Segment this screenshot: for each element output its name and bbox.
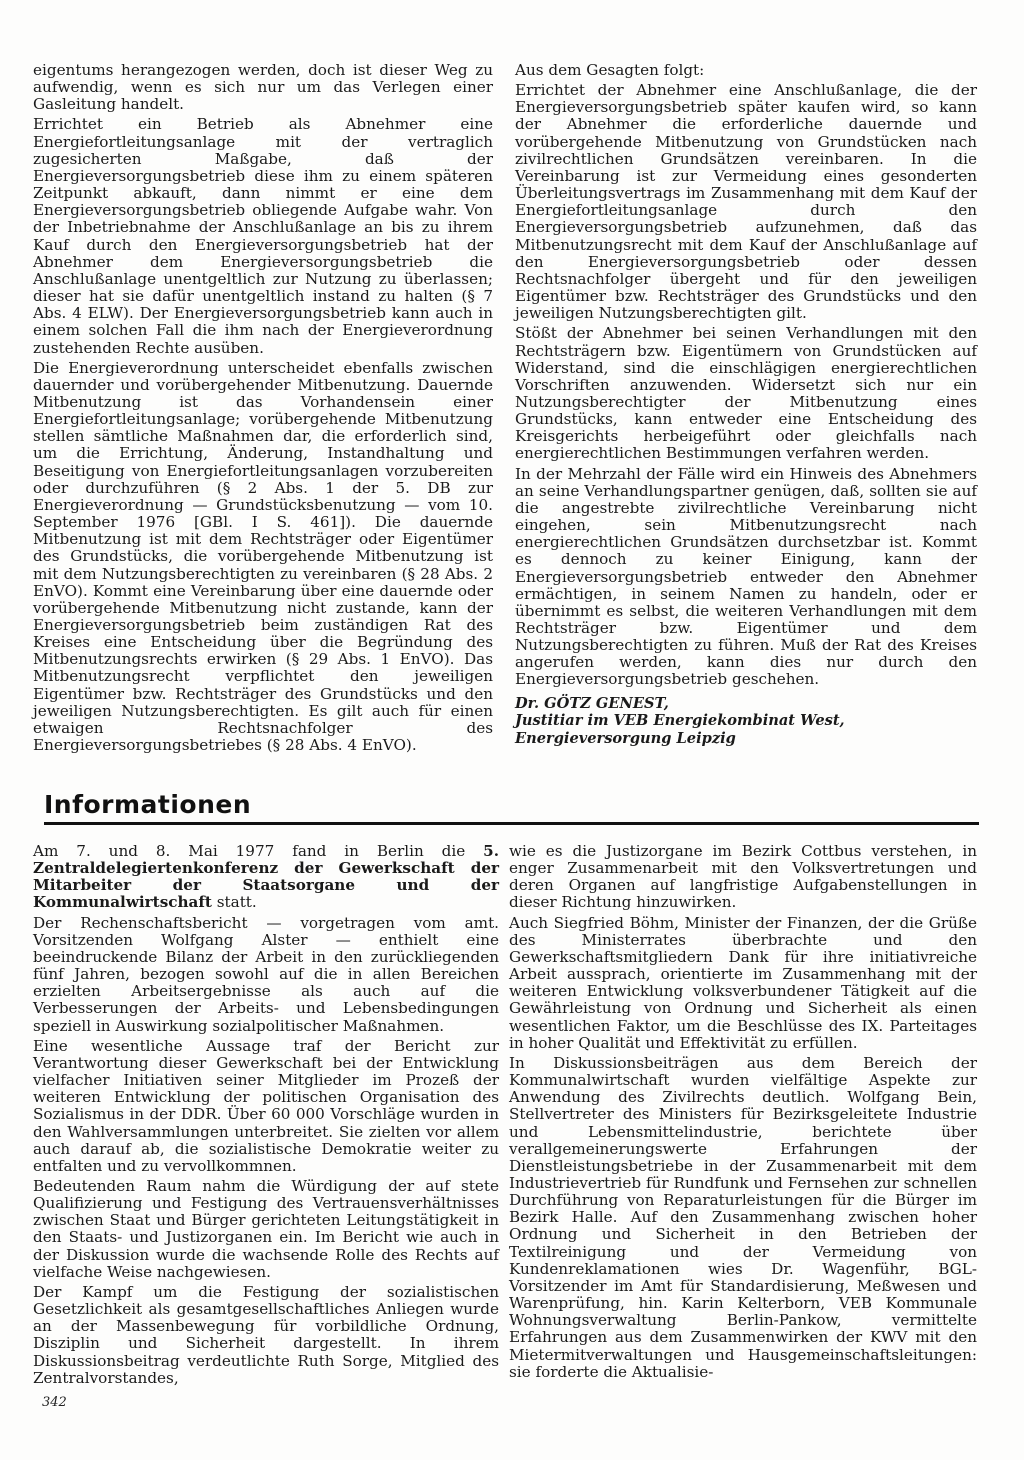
intro-text-end: statt.	[211, 893, 257, 912]
section-title: Informationen	[44, 790, 252, 819]
paragraph: Eine wesentliche Aussage traf der Bericht zur Verantwortung dieser Gewerkschaft bei der Entwicklung vielfacher Initiativen seiner Mitglieder im Prozeß der weiteren Entwicklung der politischen Organisation des Sozialismus in der DDR. Über 60 000 Vorschläge wurden in den Wahlversammlungen unterbreitet. Sie zielten vor allem auch darauf ab, die sozialistische Demokratie weiter zu entfalten und zu vervollkommnen.	[33, 1036, 499, 1175]
paragraph: In Diskussionsbeiträgen aus dem Bereich der Kommunalwirtschaft wurden vielfältige Aspekte zur Anwendung des Zivilrechts deutlich. Wolfgang Bein, Stellvertreter des Ministers für Bezirksgeleitete Industrie und Lebensmittelindustrie, berichtete über verallgemeinerungswerte Erfahrungen der Dienstleistungsbetriebe in der Zusammenarbeit mit dem Industrievertrieb für Rundfunk und Fernsehen zur schnellen Durchführung von Reparaturleistungen für die Bürger im Bezirk Halle. Auf den Zusammenhang zwischen hoher Ordnung und Sicherheit in den Betrieben der Textilreinigung und der Vermeidung von Kundenreklamationen wies Dr. Wagenführ, BGL-Vorsitzender im Amt für Standardisierung, Meßwesen und Warenprüfung, hin. Karin Kelterborn, VEB Kommunale Wohnungsverwaltung Berlin-Pankow, vermittelte Erfahrungen aus dem Zusammenwirken der KWV mit den Mietermitverwaltungen und Hausgemeinschaftsleitungen: sie forderte die Aktualisie-	[509, 1053, 977, 1381]
paragraph: Der Rechenschaftsbericht — vorgetragen vom amt. Vorsitzenden Wolfgang Alster — enthielt eine beeindruckende Bilanz der Arbeit in den zurückliegenden fünf Jahren, bezogen sowohl auf die in allen Bereichen erzielten Arbeitsergebnisse als auch auf die Verbesserungen der Arbeits- und Lebensbedingungen speziell in Auswirkung sozialpolitischer Maßnahmen.	[33, 913, 499, 1035]
top-right-column	[515, 62, 977, 747]
paragraph: Der Kampf um die Festigung der sozialistischen Gesetzlichkeit als gesamtgesellschaftliches Anliegen wurde an der Massenbewegung für vorbildliche Ordnung, Disziplin und Sicherheit dargestellt. In ihrem Diskussionsbeitrag verdeutlichte Ruth Sorge, Mitglied des Zentralvorstandes,	[33, 1282, 499, 1387]
paragraph: eigentums herangezogen werden, doch ist dieser Weg zu aufwendig, wenn es sich nur um das Verlegen einer Gasleitung handelt.	[33, 61, 493, 114]
paragraph: Die Energieverordnung unterscheidet ebenfalls zwischen dauernder und vorübergehender Mitbenutzung. Dauernde Mitbenutzung ist das Vorhandensein einer Energiefortleitungsanlage; vorübergehende Mitbenutzung stellen sämtliche Maßnahmen dar, die erforderlich sind, um die Errichtung, Änderung, Instandhaltung und Beseitigung von Energiefortleitungsanlagen vorzubereiten oder durchzuführen (§ 2 Abs. 1 der 5. DB zur Energieverordnung — Grundstücksbenutzung — vom 10. September 1976 [GBl. I S. 461]). Die dauernde Mitbenutzung ist mit dem Rechtsträger oder Eigentümer des Grundstücks, die vorübergehende Mitbenutzung ist mit dem Nutzungsberechtigten zu vereinbaren (§ 28 Abs. 2 EnVO). Kommt eine Vereinbarung über eine dauernde oder vorübergehende Mitbenutzung nicht zustande, kann der Energieversorgungsbetrieb beim zuständigen Rat des Kreises eine Entscheidung über die Begründung des Mitbenutzungsrechts erwirken (§ 29 Abs. 1 EnVO). Das Mitbenutzungsrecht verpflichtet den jeweiligen Eigentümer bzw. Rechtsträger des Grundstücks und den jeweiligen Nutzungsberechtigten. Es gilt auch für einen etwaigen Rechtsnachfolger des Energieversorgungsbetriebes (§ 28 Abs. 4 EnVO).	[33, 358, 493, 755]
top-left-column	[33, 62, 493, 757]
section-rule	[44, 822, 979, 825]
paragraph: Bedeutenden Raum nahm die Würdigung der auf stete Qualifizierung und Festigung des Vertrauensverhältnisses zwischen Staat und Bürger gerichteten Leitungstätigkeit in den Staats- und Justizorganen ein. Im Bericht wie auch in der Diskussion wurde die wachsende Rolle des Rechts auf vielfache Weise nachgewiesen.	[33, 1176, 499, 1281]
intro-text: Am 7. und 8. Mai 1977 fand in Berlin die	[33, 842, 484, 860]
author-name: Dr. GÖTZ GENEST,	[515, 694, 669, 712]
author-organization: Energieversorgung Leipzig	[515, 729, 736, 747]
paragraph: Errichtet der Abnehmer eine Anschlußanlage, die der Energieversorgungsbetrieb später kaufen wird, so kann der Abnehmer die erforderliche dauernde und vorübergehende Mitbenutzung von Grundstücken nach zivilrechtlichen Grundsätzen vereinbaren. In die Vereinbarung ist zur Vermeidung eines gesonderten Überleitungsvertrags im Zusammenhang mit dem Kauf der Energiefortleitungsanlage durch den Energieversorgungsbetrieb aufzunehmen, daß das Mitbenutzungsrecht mit dem Kauf der Anschlußanlage auf den Energieversorgungsbetrieb oder dessen Rechtsnachfolger übergeht und für den jeweiligen Eigentümer bzw. Rechtsträger des Grundstücks und den jeweiligen Nutzungsberechtigten gilt.	[515, 81, 977, 323]
paragraph: Aus dem Gesagten folgt:	[515, 61, 705, 79]
bottom-right-column	[509, 843, 977, 1384]
intro-paragraph	[33, 843, 499, 912]
intro-bold-text: 5. Zentraldelegiertenkonferenz der Gewerkschaft der Mitarbeiter der Staatsorgane und der Kommunalwirtschaft	[33, 842, 499, 912]
author-signature	[515, 695, 977, 748]
paragraph: Stößt der Abnehmer bei seinen Verhandlungen mit den Rechtsträgern bzw. Eigentümern von Grundstücken auf Widerstand, sind die einschlägigen energierechtlichen Vorschriften anzuwenden. Widersetzt sich nur ein Nutzungsberechtigter der Mitbenutzung eines Grundstücks, kann entweder eine Entscheidung des Kreisgerichts herbeigeführt oder gleichfalls nach energierechtlichen Bestimmungen verfahren werden.	[515, 324, 977, 463]
paragraph: In der Mehrzahl der Fälle wird ein Hinweis des Abnehmers an seine Verhandlungspartner genügen, daß, sollten sie auf die angestrebte zivilrechtliche Vereinbarung nicht eingehen, sein Mitbenutzungsrecht nach energierechtlichen Grundsätzen durchsetzbar ist. Kommt es dennoch zu keiner Einigung, kann der Energieversorgungsbetrieb entweder den Abnehmer ermächtigen, in seinem Namen zu handeln, oder er übernimmt es selbst, die weiteren Verhandlungen mit dem Rechtsträger bzw. Eigentümer und dem Nutzungsberechtigten zu führen. Muß der Rat des Kreises angerufen werden, kann dies nur durch den Energieversorgungsbetrieb geschehen.	[515, 464, 977, 689]
author-role: Justitiar im VEB Energiekombinat West,	[515, 712, 845, 730]
section-header	[44, 790, 979, 826]
bottom-left-column	[33, 843, 499, 1390]
page-number: 342	[42, 1395, 67, 1410]
paragraph: wie es die Justizorgane im Bezirk Cottbus verstehen, in enger Zusammenarbeit mit den Volksvertretungen und deren Organen auf langfristige Aufgabenstellungen in dieser Richtung hinzuwirken.	[509, 842, 977, 912]
paragraph: Auch Siegfried Böhm, Minister der Finanzen, der die Grüße des Ministerrates überbrachte und den Gewerkschaftsmitgliedern Dank für ihre initiativreiche Arbeit aussprach, orientierte im Zusammenhang mit der weiteren Entwicklung volksverbundener Tätigkeit auf die Gewährleistung von Ordnung und Sicherheit als einen wesentlichen Faktor, um die Beschlüsse des IX. Parteitages in hoher Qualität und Effektivität zu erfüllen.	[509, 913, 977, 1052]
paragraph: Errichtet ein Betrieb als Abnehmer eine Energiefortleitungsanlage mit der vertraglich zugesicherten Maßgabe, daß der Energieversorgungsbetrieb diese ihm zu einem späteren Zeitpunkt abkauft, dann nimmt er eine dem Energieversorgungsbetrieb obliegende Aufgabe wahr. Von der Inbetriebnahme der Anschlußanlage an bis zu ihrem Kauf durch den Energieversorgungsbetrieb hat der Abnehmer dem Energieversorgungsbetrieb die Anschlußanlage unentgeltlich zur Nutzung zu überlassen; dieser hat sie dafür unentgeltlich instand zu halten (§ 7 Abs. 4 ELW). Der Energieversorgungsbetrieb kann auch in einem solchen Fall die ihm nach der Energieverordnung zustehenden Rechte ausüben.	[33, 115, 493, 357]
